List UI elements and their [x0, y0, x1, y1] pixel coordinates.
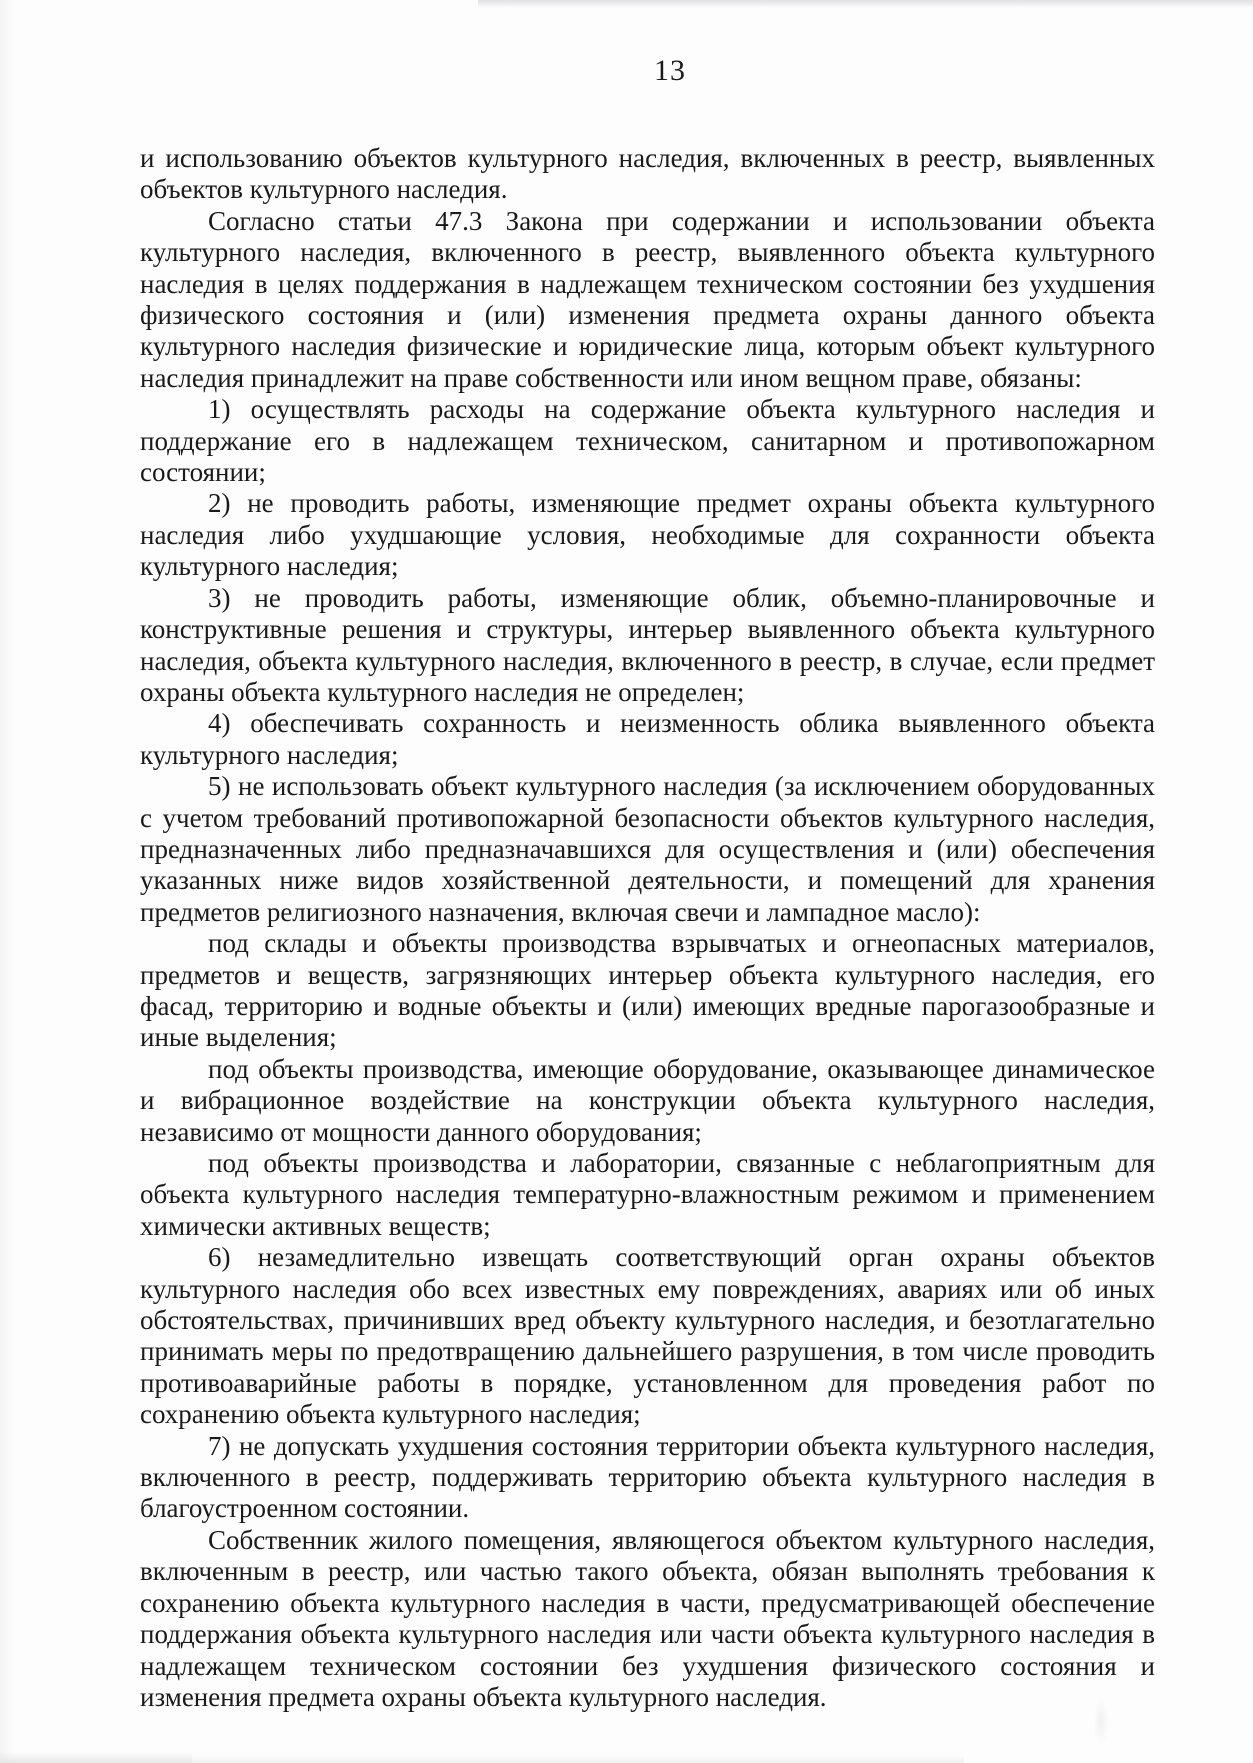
paragraph-continuation: и использованию объектов культурного наследия, включенных в реестр, выявленных объектов культурного наследия. [140, 143, 1155, 205]
list-item-5: 5) не использовать объект культурного наследия (за исключением оборудованных с учетом требований противопожарной безопасности объектов культурного наследия, предназначенных либо предназначавшихся для осуществления и (или) обеспечения указанных ниже видов хозяйственной деятельности, и помещений для хранения предметов религиозного назначения, включая свечи и лампадное масло): [140, 771, 1155, 927]
list-item-6: 6) незамедлительно извещать соответствующий орган охраны объектов культурного наследия обо всех известных ему повреждениях, авариях или об иных обстоятельствах, причинивших вред объекту культурного наследия, и безотлагательно принимать меры по предотвращению дальнейшего разрушения, в том числе проводить противоаварийные работы в порядке, установленном для проведения работ по сохранению объекта культурного наследия; [140, 1242, 1155, 1430]
scan-artifact-top-edge [478, 0, 1253, 8]
list-item-7: 7) не допускать ухудшения состояния территории объекта культурного наследия, включенного в реестр, поддерживать территорию объекта культурного наследия в благоустроенном состоянии. [140, 1430, 1155, 1524]
scan-artifact-left-edge [0, 0, 16, 1763]
sub-item-warehouses: под склады и объекты производства взрывчатых и огнеопасных материалов, предметов и веществ, загрязняющих интерьер объекта культурного наследия, его фасад, территорию и водные объекты и (или) имеющих вредные парогазообразные и иные выделения; [140, 928, 1155, 1053]
scan-artifact-bottom-left [0, 1752, 192, 1763]
page-number: 13 [654, 54, 686, 87]
sub-item-vibration: под объекты производства, имеющие оборудование, оказывающее динамическое и вибрационное воздействие на конструкции объекта культурного наследия, независимо от мощности данного оборудования; [140, 1053, 1155, 1147]
list-item-1: 1) осуществлять расходы на содержание объекта культурного наследия и поддержание его в надлежащем техническом, санитарном и противопожарном состоянии; [140, 394, 1155, 488]
list-item-3: 3) не проводить работы, изменяющие облик, объемно-планировочные и конструктивные решения и структуры, интерьер выявленного объекта культурного наследия, объекта культурного наследия, включенного в реестр, в случае, если предмет охраны объекта культурного наследия не определен; [140, 582, 1155, 707]
scan-artifact-bottom-center [192, 1755, 964, 1763]
list-item-4: 4) обеспечивать сохранность и неизменность облика выявленного объекта культурного наследия; [140, 708, 1155, 770]
list-item-2: 2) не проводить работы, изменяющие предмет охраны объекта культурного наследия либо ухудшающие условия, необходимые для сохранности объекта культурного наследия; [140, 488, 1155, 582]
document-body [140, 143, 1155, 1713]
sub-item-laboratories: под объекты производства и лаборатории, связанные с неблагоприятным для объекта культурного наследия температурно-влажностным режимом и применением химически активных веществ; [140, 1148, 1155, 1241]
paragraph-owner-obligations: Собственник жилого помещения, являющегося объектом культурного наследия, включенным в реестр, или частью такого объекта, обязан выполнять требования к сохранению объекта культурного наследия в части, предусматривающей обеспечение поддержания объекта культурного наследия или части объекта культурного наследия в надлежащем техническом состоянии без ухудшения физического состояния и изменения предмета охраны объекта культурного наследия. [140, 1524, 1155, 1712]
paragraph-article-47-3: Согласно статьи 47.3 Закона при содержании и использовании объекта культурного наследия, включенного в реестр, выявленного объекта культурного наследия в целях поддержания в надлежащем техническом состоянии без ухудшения физического состояния и (или) изменения предмета охраны данного объекта культурного наследия физические и юридические лица, которым объект культурного наследия принадлежит на праве собственности или ином вещном праве, обязаны: [140, 205, 1155, 393]
